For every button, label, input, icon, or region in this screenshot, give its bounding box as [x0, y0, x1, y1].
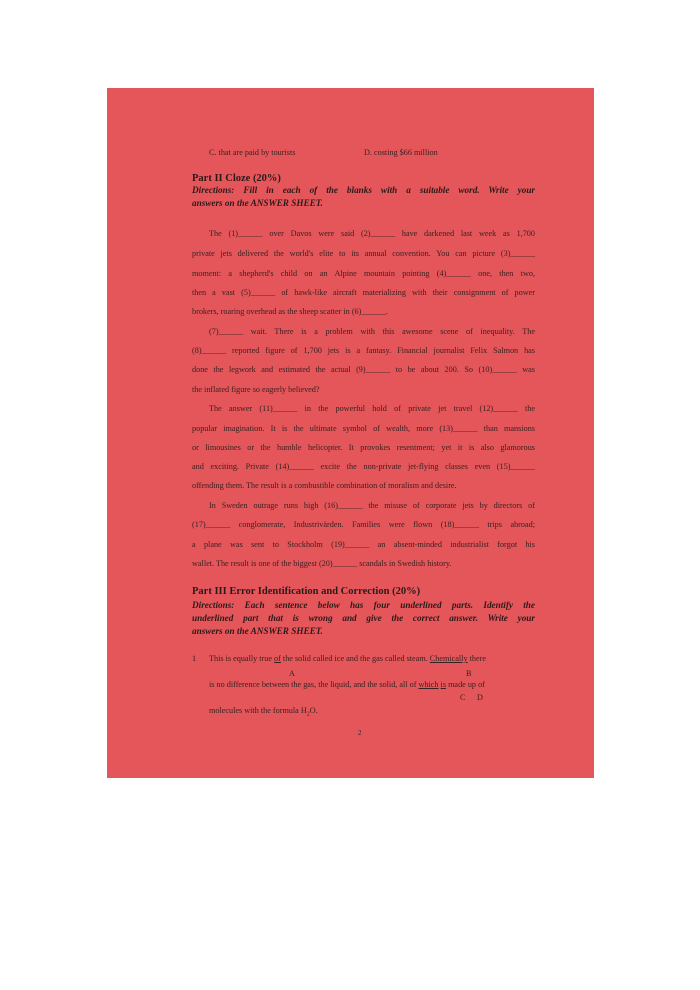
cloze-line: The (1)______ over Davos were said (2)______ have darkened last week as 1,700	[209, 229, 535, 238]
part2-directions-line1: Directions: Fill in each of the blanks with a suitable word. Write your	[192, 185, 535, 195]
part3-heading: Part III Error Identification and Correction (20%)	[192, 586, 421, 597]
part3-directions-line3: answers on the ANSWER SHEET.	[192, 626, 323, 636]
page-number: 2	[358, 729, 362, 737]
cloze-line: done the legwork and estimated the actual (9)______ to be about 200. So (10)______ was	[192, 365, 535, 374]
cloze-line: and exciting. Private (14)______ excite the non-private jet-flying classes even (15)______	[192, 462, 535, 471]
underlined-part-d: is	[440, 680, 447, 689]
item-1-sentence-line1: This is equally true of the solid called ice and the gas called steam. Chemically there	[209, 654, 486, 663]
underlined-part-b: Chemically	[429, 654, 468, 663]
cloze-line: The answer (11)______ in the powerful hold of private jet travel (12)______ the	[209, 404, 535, 413]
part3-directions-line1: Directions: Each sentence below has four underlined parts. Identify the	[192, 600, 535, 610]
cloze-line: brokers, roaring overhead as the sheep scatter in (6)______.	[192, 307, 388, 316]
item-1-sentence-line2: is no difference between the gas, the liquid, and the solid, all of which is made up of	[209, 680, 485, 689]
underlined-part-c: which	[418, 680, 439, 689]
part2-heading: Part II Cloze (20%)	[192, 173, 281, 184]
cloze-line: moment: a shepherd's child on an Alpine mountain pointing (4)______ one, then two,	[192, 269, 535, 278]
cloze-line: popular imagination. It is the ultimate symbol of wealth, more (13)______ than mansions	[192, 424, 535, 433]
option-d: D. costing $66 million	[364, 148, 438, 157]
cloze-line: or limousines or the humble helicopter. It provokes resentment; yet it is also glamorous	[192, 443, 535, 452]
marker-c: C	[460, 693, 466, 702]
cloze-line: a plane was sent to Stockholm (19)______ an absent-minded industrialist forgot his	[192, 540, 535, 549]
cloze-line: In Sweden outrage runs high (16)______ the misuse of corporate jets by directors of	[209, 501, 535, 510]
item-1-sentence-line3: molecules with the formula $H_2O$.	[209, 706, 318, 718]
part2-directions-line2: answers on the ANSWER SHEET.	[192, 198, 323, 208]
marker-d: D	[477, 693, 483, 702]
cloze-line: (7)______ wait. There is a problem with this awesome scene of inequality. The	[209, 327, 535, 336]
marker-a: A	[289, 669, 295, 678]
marker-b: B	[466, 669, 472, 678]
cloze-line: offending them. The result is a combustible combination of moralism and desire.	[192, 481, 457, 490]
underlined-part-a: of	[274, 654, 281, 663]
cloze-line: the inflated figure so eagerly believed?	[192, 385, 320, 394]
cloze-line: (17)______ conglomerate, Industrivärden. Families were flown (18)______ trips abroad;	[192, 520, 535, 529]
cloze-line: private jets delivered the world's elite to its annual convention. You can picture (3)______	[192, 249, 535, 258]
exam-page	[107, 88, 594, 778]
part3-directions-line2: underlined part that is wrong and give the correct answer. Write your	[192, 613, 535, 623]
option-c: C. that are paid by tourists	[209, 148, 296, 157]
item-number: 1	[192, 654, 197, 663]
cloze-line: then a vast (5)______ of hawk-like aircraft materializing with their consignment of power	[192, 288, 535, 297]
cloze-line: (8)______ reported figure of 1,700 jets is a fantasy. Financial journalist Felix Salmon has	[192, 346, 535, 355]
cloze-line: wallet. The result is one of the biggest (20)______ scandals in Swedish history.	[192, 559, 452, 568]
